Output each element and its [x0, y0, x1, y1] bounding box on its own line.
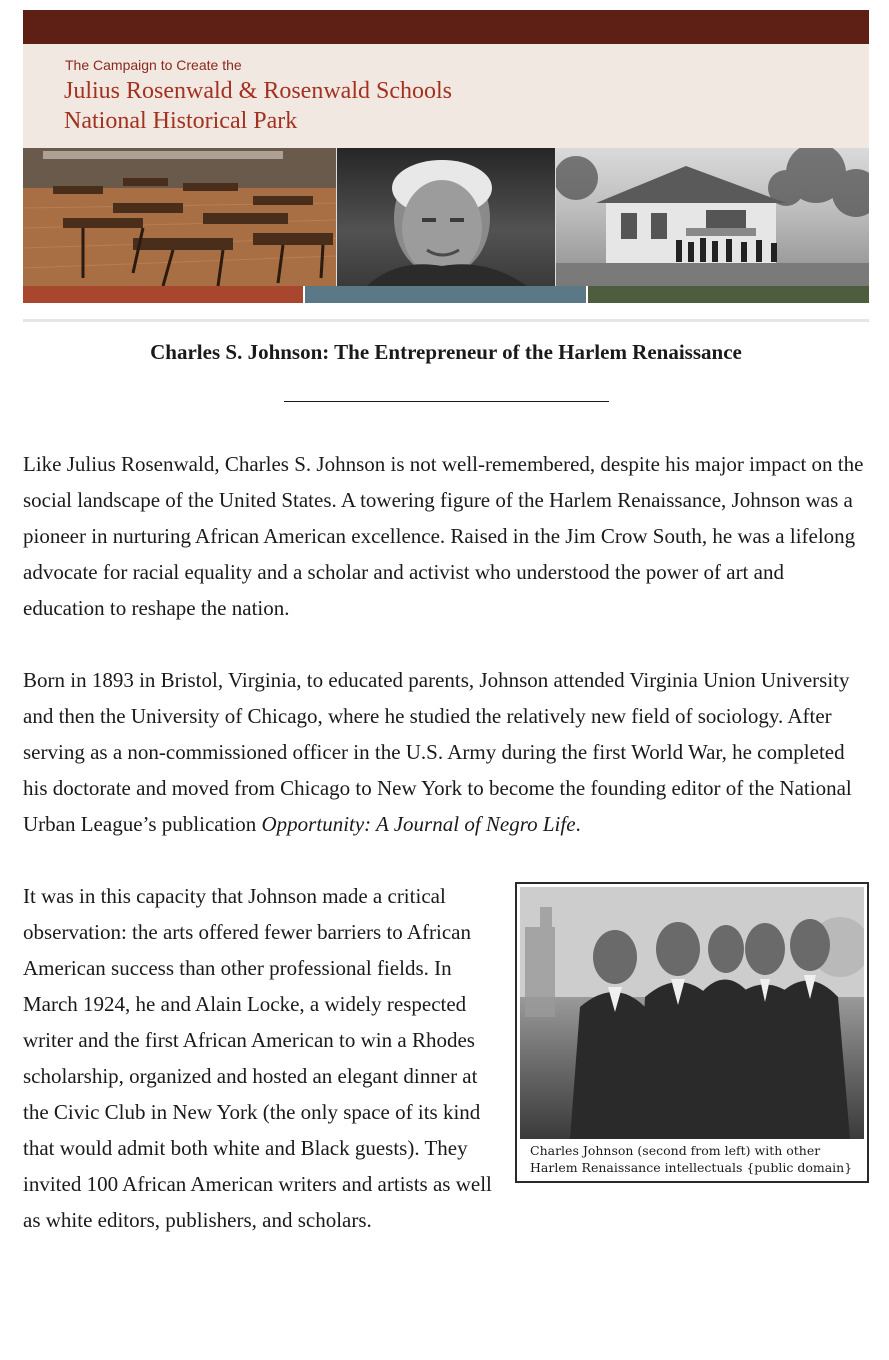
- park-name-line-1: Julius Rosenwald & Rosenwald Schools: [64, 78, 452, 104]
- paragraph-1: Like Julius Rosenwald, Charles S. Johnson is not well-remembered, despite his major impact on the social landscape of the United States. A towering figure of the Harlem Renaissance, Johnson was a pioneer in nurturing African American excellence. Raised in the Jim Crow South, he was a lifelong advocate for racial equality and a scholar and activist who understood the power of art and education to reshape the nation.: [23, 452, 864, 620]
- paragraph-2-text: Born in 1893 in Bristol, Virginia, to educated parents, Johnson attended Virginia Union University and then the University of Chicago, where he studied the relatively new field of sociology. After serving as a non-commissioned officer in the U.S. Army during the first World War, he completed his doctorate and moved from Chicago to New York to become the founding editor of the National Urban League’s publication: [23, 668, 852, 836]
- paragraph-2-end: .: [575, 812, 581, 836]
- harlem-renaissance-figure: [515, 882, 869, 1183]
- header-top-bar: [23, 10, 869, 44]
- harlem-renaissance-group-photo: [520, 887, 864, 1139]
- rosenwald-portrait-photo: [336, 148, 556, 286]
- article-title: Charles S. Johnson: The Entrepreneur of the Harlem Renaissance: [150, 340, 742, 364]
- header-banner: [23, 44, 869, 148]
- campaign-line: The Campaign to Create the: [65, 57, 242, 73]
- header-photo-strip: [23, 148, 869, 286]
- paragraph-3-block: [23, 878, 869, 1238]
- park-name-line-2: National Historical Park: [64, 108, 298, 134]
- color-band-blue: [303, 286, 586, 303]
- publication-title: Opportunity: A Journal of Negro Life: [261, 812, 576, 836]
- rosenwald-school-photo: [556, 148, 869, 286]
- paragraph-2: [23, 662, 869, 842]
- page: [23, 10, 869, 1238]
- header-divider: [23, 319, 869, 322]
- classroom-photo: [23, 148, 336, 286]
- figure-caption: Charles Johnson (second from left) with other Harlem Renaissance intellectuals {public domain}: [530, 1143, 853, 1175]
- header-color-band: [23, 286, 869, 303]
- paragraph-3: It was in this capacity that Johnson made a critical observation: the arts offered fewer barriers to African American success than other professional fields. In March 1924, he and Alain Locke, a widely respected writer and the first African American to win a Rhodes scholarship, organized and hosted an elegant dinner at the Civic Club in New York (the only space of its kind that would admit both white and Black guests). They invited 100 African American writers and artists as well as white editors, publishers, and scholars.: [23, 884, 492, 1232]
- color-band-red: [23, 286, 303, 303]
- color-band-green: [586, 286, 869, 303]
- title-underline: [284, 401, 609, 402]
